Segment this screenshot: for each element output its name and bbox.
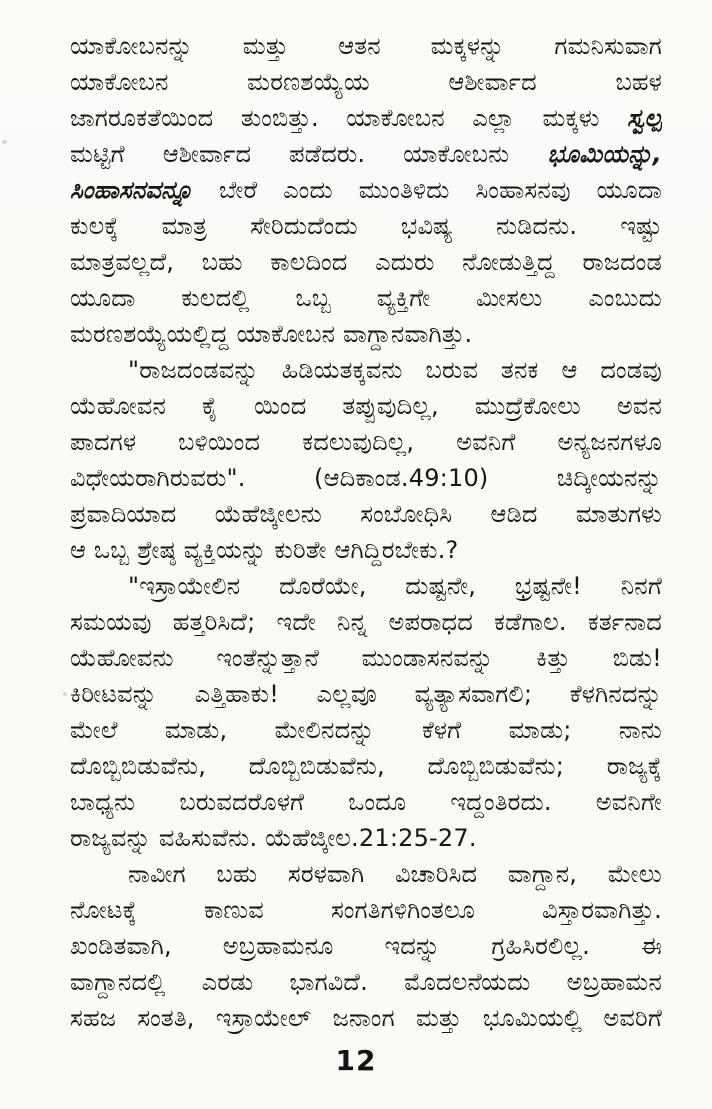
body-text: ಕುಲಕ್ಕೆ ಮಾತ್ರ ಸೇರಿದುದೆಂದು ಭವಿಷ್ಯ ನುಡಿದನು. ಇಷ್ಟು <box>70 212 662 240</box>
text-line <box>70 172 662 208</box>
emphasized-text: ಭೂಮಿಯನ್ನು, <box>547 140 662 168</box>
page-number: 12 <box>335 1044 377 1077</box>
text-line <box>70 100 662 136</box>
body-text: ಸಮಯವು ಹತ್ತರಿಸಿದೆ; ಇದೇ ನಿನ್ನ ಅಪರಾಧದ ಕಡೆಗಾಲ. ಕರ್ತನಾದ <box>70 608 662 636</box>
text-line <box>70 424 662 460</box>
body-text: ಖಂಡಿತವಾಗಿ, ಅಬ್ರಹಾಮನೂ ಇದನ್ನು ಗ್ರಹಿಸಿರಲಿಲ್ಲ. ಈ <box>70 932 662 960</box>
text-line <box>70 316 662 352</box>
emphasized-text: ಸ್ವಲ್ಪ <box>627 104 662 132</box>
body-text: ಮರಣಶಯ್ಯೆಯಲ್ಲಿದ್ದ ಯಾಕೋಬನ ವಾಗ್ದಾನವಾಗಿತ್ತು. <box>70 320 473 348</box>
text-line <box>70 244 662 280</box>
text-line <box>70 856 662 892</box>
text-line <box>70 712 662 748</box>
text-line <box>70 136 662 172</box>
text-line <box>70 568 662 604</box>
text-line <box>70 640 662 676</box>
body-text: ಯೆಹೋವನು ಇಂತೆನ್ನುತ್ತಾನೆ ಮುಂಡಾಸನವನ್ನು ಕಿತ್ತು ಬಿಡು! <box>70 644 662 672</box>
text-line <box>70 928 662 964</box>
body-text: ವಾಗ್ದಾನದಲ್ಲಿ ಎರಡು ಭಾಗವಿದೆ. ಮೊದಲನೆಯದು ಅಬ್ರಹಾಮನ <box>70 968 662 996</box>
body-text: ಸಹಜ ಸಂತತಿ, ಇಸ್ರಾಯೇಲ್ ಜನಾಂಗ ಮತ್ತು ಭೂಮಿಯಲ್ಲಿ ಅವರಿಗೆ <box>70 1004 662 1032</box>
body-text: ಮೇಲೆ ಮಾಡು, ಮೇಲಿನದನ್ನು ಕೆಳಗೆ ಮಾಡು; ನಾನು <box>70 716 662 744</box>
text-line <box>70 388 662 424</box>
body-text: ಮಟ್ಟಿಗೆ ಆಶೀರ್ವಾದ ಪಡೆದರು. ಯಾಕೋಬನು <box>70 140 548 168</box>
body-text: ಬೇರೆ ಎಂದು ಮುಂತಿಳಿದು ಸಿಂಹಾಸನವು ಯೂದಾ <box>193 176 662 204</box>
body-text: ಮಾತ್ರವಲ್ಲದೆ, ಬಹು ಕಾಲದಿಂದ ಎದುರು ನೋಡುತ್ತಿದ್ದ ರಾಜದಂಡ <box>70 248 662 276</box>
body-text: ಯೂದಾ ಕುಲದಲ್ಲಿ ಒಬ್ಬ ವ್ಯಕ್ತಿಗೇ ಮೀಸಲು ಎಂಬುದು <box>70 284 662 312</box>
body-text: "ರಾಜದಂಡವನ್ನು ಹಿಡಿಯತಕ್ಕವನು ಬರುವ ತನಕ ಆ ದಂಡವು <box>128 356 662 384</box>
text-line <box>70 532 662 568</box>
body-text: "ಇಸ್ರಾಯೇಲಿನ ದೊರೆಯೇ, ದುಷ್ಟನೇ, ಭ್ರಷ್ಟನೇ! ನಿನಗೆ <box>128 572 662 600</box>
body-text: ಕಿರೀಟವನ್ನು ಎತ್ತಿಹಾಕು! ಎಲ್ಲವೂ ವ್ಯತ್ಯಾಸವಾಗಲಿ; ಕೆಳಗಿನದನ್ನು <box>70 680 662 708</box>
body-text: ನೋಟಕ್ಕೆ ಕಾಣುವ ಸಂಗತಿಗಳಿಗಿಂತಲೂ ವಿಸ್ತಾರವಾಗಿತ್ತು. <box>70 896 662 924</box>
text-line <box>70 496 662 532</box>
body-text: ರಾಜ್ಯವನ್ನು ವಹಿಸುವೆನು. ಯೆಹೆಜ್ಕೀಲ.21:25-27. <box>70 824 477 852</box>
text-line <box>70 748 662 784</box>
text-line <box>70 676 662 712</box>
emphasized-text: ಸಿಂಹಾಸನವನ್ನೂ <box>70 176 194 204</box>
text-line <box>70 280 662 316</box>
body-text: ವಿಧೇಯರಾಗಿರುವರು". (ಆದಿಕಾಂಡ.49:10) ಚಿದ್ಕೀಯನನ್ನು <box>70 464 662 492</box>
text-line <box>70 352 662 388</box>
text-line <box>70 1000 662 1036</box>
body-text: ನಾವೀಗ ಬಹು ಸರಳವಾಗಿ ವಿಚಾರಿಸಿದ ವಾಗ್ದಾನ, ಮೇಲು <box>128 860 662 888</box>
text-line <box>70 784 662 820</box>
scan-speck <box>63 692 67 696</box>
text-line <box>70 28 662 64</box>
text-line <box>70 208 662 244</box>
text-block <box>70 28 662 1036</box>
body-text: ಯಾಕೋಬನ ಮರಣಶಯ್ಯೆಯ ಆಶೀರ್ವಾದ ಬಹಳ <box>70 68 662 96</box>
text-line <box>70 820 662 856</box>
text-line <box>70 892 662 928</box>
text-line <box>70 604 662 640</box>
body-text: ಬಾಧ್ಯನು ಬರುವದರೊಳಗೆ ಒಂದೂ ಇದ್ದಂತಿರದು. ಅವನಿಗೇ <box>70 788 662 816</box>
body-text: ಜಾಗರೂಕತೆಯಿಂದ ತುಂಬಿತ್ತು. ಯಾಕೋಬನ ಎಲ್ಲಾ ಮಕ್ಕಳು <box>70 104 628 132</box>
body-text: ಆ ಒಬ್ಬ ಶ್ರೇಷ್ಠ ವ್ಯಕ್ತಿಯನ್ನು ಕುರಿತೇ ಆಗಿದ್ದಿರಬೇಕು.? <box>70 536 459 564</box>
text-line <box>70 64 662 100</box>
body-text: ದೊಬ್ಬಿಬಿಡುವೆನು, ದೊಬ್ಬಿಬಿಡುವೆನು, ದೊಬ್ಬಿಬಿಡುವೆನು; ರಾಜ್ಯಕ್ಕೆ <box>70 752 662 780</box>
text-line <box>70 460 662 496</box>
text-line <box>70 964 662 1000</box>
scan-speck <box>2 140 7 144</box>
body-text: ಯೆಹೋವನ ಕೈ ಯಿಂದ ತಪ್ಪುವುದಿಲ್ಲ, ಮುದ್ರೆಕೋಲು ಅವನ <box>70 392 662 420</box>
body-text: ಪಾದಗಳ ಬಳಿಯಿಂದ ಕದಲುವುದಿಲ್ಲ, ಅವನಿಗೆ ಅನ್ಯಜನಗಳೂ <box>70 428 662 456</box>
body-text: ಪ್ರವಾದಿಯಾದ ಯೆಹೆಜ್ಕೀಲನು ಸಂಬೋಧಿಸಿ ಆಡಿದ ಮಾತುಗಳು <box>70 500 662 528</box>
body-text: ಯಾಕೋಬನನ್ನು ಮತ್ತು ಆತನ ಮಕ್ಕಳನ್ನು ಗಮನಿಸುವಾಗ <box>70 32 662 60</box>
